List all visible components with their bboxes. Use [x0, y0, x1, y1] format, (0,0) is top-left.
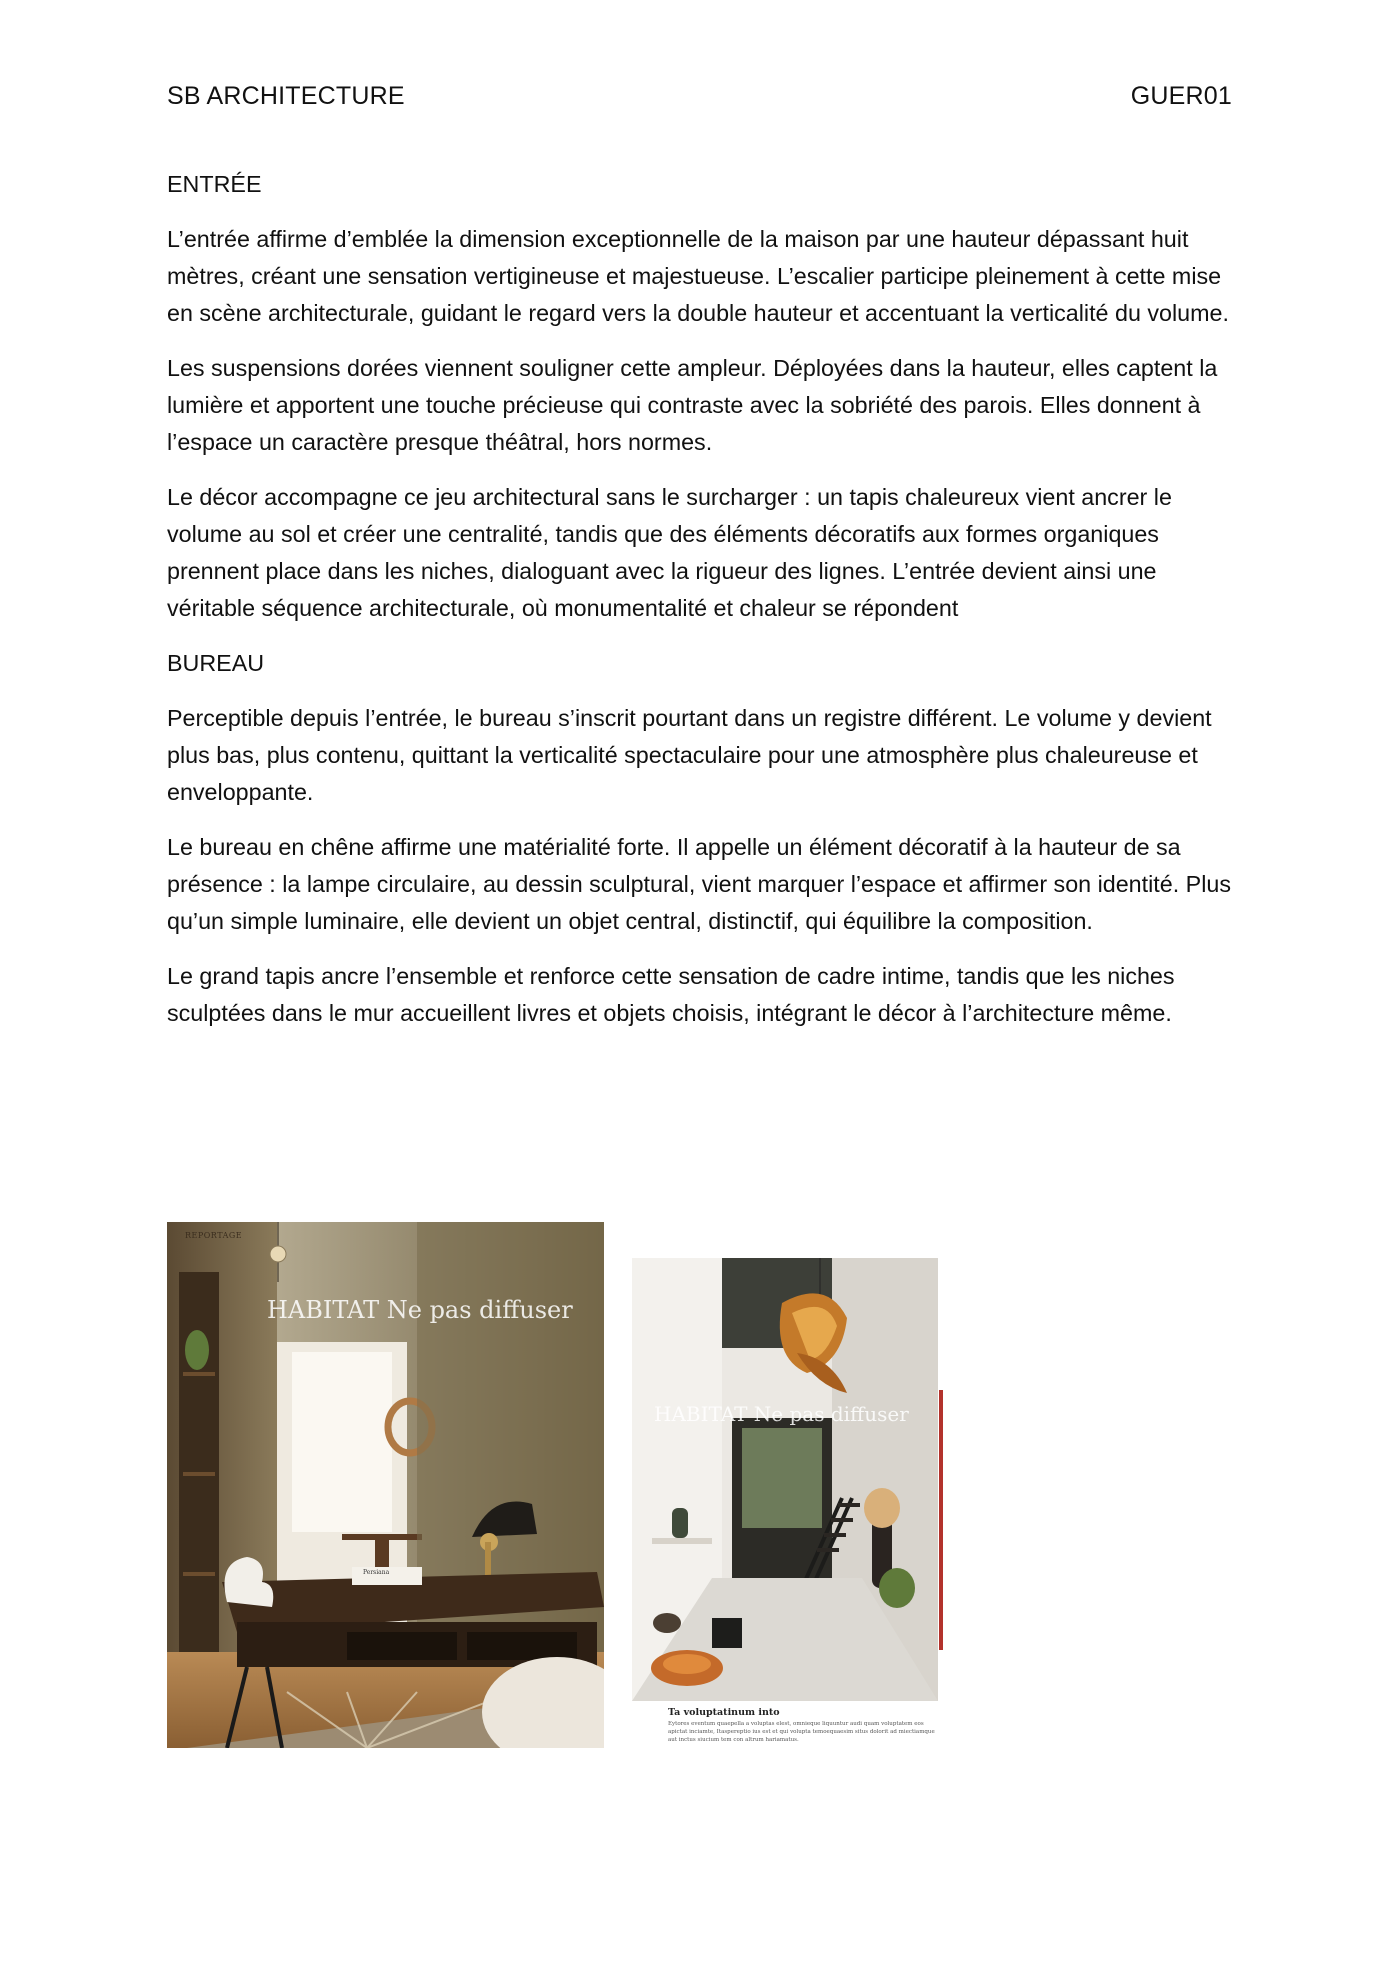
caption-title: Ta voluptatinum into [668, 1707, 780, 1718]
paragraph: Les suspensions dorées viennent souligner cette ampleur. Déployées dans la hauteur, elles captent la lumière et apportent une touche précieuse qui contraste avec la sobriété des parois. Elles donnent à l’espace un caractère presque théâtral, hors normes. [167, 355, 1218, 455]
watermark-text: HABITAT Ne pas diffuser [267, 1296, 573, 1324]
section-bureau [167, 645, 1237, 1032]
paragraph: Le bureau en chêne affirme une matérialité forte. Il appelle un élément décoratif à la hauteur de sa présence : la lampe circulaire, au dessin sculptural, vient marquer l’espace et affirmer son identité. Plus qu’un simple luminaire, elle devient un objet central, distinctif, qui équilibre la composition. [167, 834, 1231, 934]
office-photo [167, 1222, 604, 1748]
caption-text: Eytores eventum quaepella a voluptas elest, omnieque liquuntur audi quam voluptatem eos apictat inciamte, Itaspereptio ius est et qui volupta temoequaesim situs dolorit ad miectiamque aut inctus siucium tem con altrum hariamatus. [668, 1721, 935, 1743]
paragraph: L’entrée affirme d’emblée la dimension exceptionnelle de la maison par une hauteur dépassant huit mètres, créant une sensation vertigineuse et majestueuse. L’escalier participe pleinement à cette mise en scène architecturale, guidant le regard vers la double hauteur et accentuant la verticalité du volume. [167, 226, 1229, 326]
book-label: Persiana [363, 1569, 390, 1576]
document-body [167, 166, 1237, 1050]
header-project-code: GUER01 [1130, 82, 1232, 110]
entry-photo-illustration [632, 1258, 938, 1701]
header-company: SB ARCHITECTURE [167, 82, 405, 110]
photo-caption [668, 1707, 938, 1744]
accent-bar [939, 1390, 943, 1650]
section-entree [167, 166, 1237, 627]
paragraph: Le grand tapis ancre l’ensemble et renforce cette sensation de cadre intime, tandis que les niches sculptées dans le mur accueillent livres et objets choisis, intégrant le décor à l’architecture même. [167, 963, 1175, 1026]
paragraph: Perceptible depuis l’entrée, le bureau s’inscrit pourtant dans un registre différent. Le volume y devient plus bas, plus contenu, quittant la verticalité spectaculaire pour une atmosphère plus chaleureuse et enveloppante. [167, 705, 1212, 805]
paragraph: Le décor accompagne ce jeu architectural sans le surcharger : un tapis chaleureux vient ancrer le volume au sol et créer une centralité, tandis que des éléments décoratifs aux formes organiques prennent place dans les niches, dialoguant avec la rigueur des lignes. L’entrée devient ainsi une véritable séquence architecturale, où monumentalité et chaleur se répondent [167, 484, 1172, 621]
section-title: BUREAU [167, 650, 265, 676]
entry-photo [632, 1258, 938, 1701]
reportage-tag: REPORTAGE [185, 1231, 243, 1240]
page-header [167, 82, 1232, 111]
section-title: ENTRÉE [167, 171, 262, 197]
watermark-text: HABITAT Ne pas diffuser [654, 1402, 909, 1426]
